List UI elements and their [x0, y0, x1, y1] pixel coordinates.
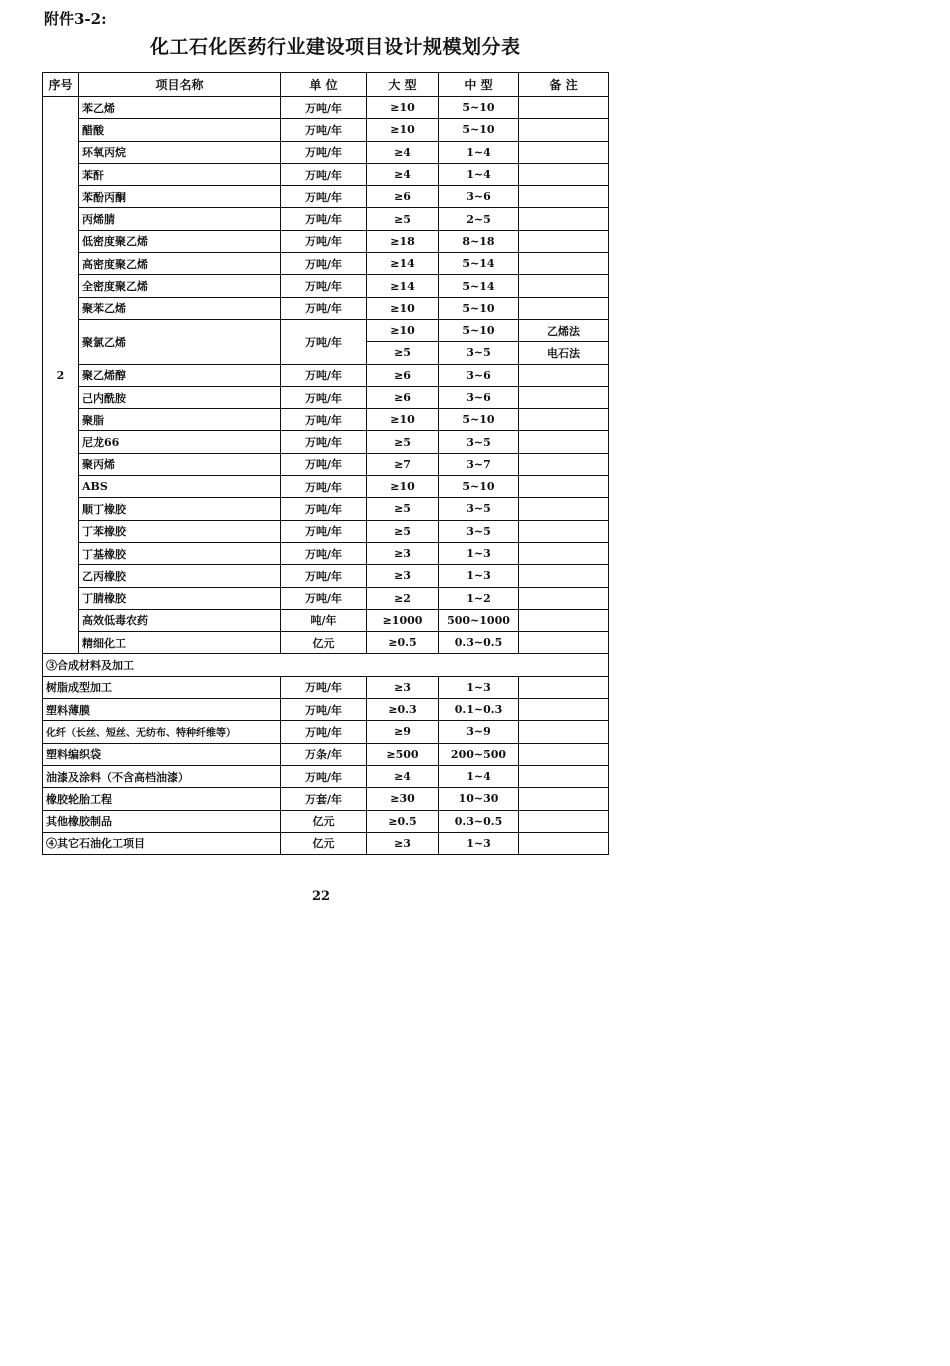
item-name: 油漆及涂料（不含高档油漆） — [43, 765, 281, 787]
item-large: ≥3 — [367, 676, 439, 698]
item-note — [519, 186, 609, 208]
item-large: ≥500 — [367, 743, 439, 765]
item-large: ≥10 — [367, 97, 439, 119]
item-large: ≥6 — [367, 186, 439, 208]
item-unit: 万吨/年 — [281, 765, 367, 787]
item-name: 高密度聚乙烯 — [79, 253, 281, 275]
item-medium: 5~10 — [439, 409, 519, 431]
item-note — [519, 364, 609, 386]
item-note — [519, 230, 609, 252]
table-row — [43, 699, 609, 721]
item-name: 丁基橡胶 — [79, 542, 281, 564]
item-medium: 5~10 — [439, 297, 519, 319]
item-name: 苯乙烯 — [79, 97, 281, 119]
item-note: 乙烯法 — [519, 319, 609, 341]
item-unit: 万吨/年 — [281, 699, 367, 721]
item-note: 电石法 — [519, 342, 609, 364]
item-medium: 3~5 — [439, 498, 519, 520]
table-row — [43, 297, 609, 319]
item-large: ≥0.3 — [367, 699, 439, 721]
item-note — [519, 253, 609, 275]
item-name: 聚乙烯醇 — [79, 364, 281, 386]
item-medium: 3~5 — [439, 342, 519, 364]
item-unit: 万吨/年 — [281, 186, 367, 208]
item-name: 橡胶轮胎工程 — [43, 788, 281, 810]
item-name: 环氧丙烷 — [79, 141, 281, 163]
table-row — [43, 230, 609, 252]
item-large: ≥5 — [367, 431, 439, 453]
item-medium: 1~2 — [439, 587, 519, 609]
item-medium: 1~3 — [439, 565, 519, 587]
item-name: ④其它石油化工项目 — [43, 832, 281, 854]
item-name: 乙丙橡胶 — [79, 565, 281, 587]
table-row — [43, 810, 609, 832]
item-unit: 万吨/年 — [281, 476, 367, 498]
table-row — [43, 141, 609, 163]
item-name: 高效低毒农药 — [79, 609, 281, 631]
item-medium: 1~4 — [439, 765, 519, 787]
item-medium: 3~5 — [439, 431, 519, 453]
table-row — [43, 609, 609, 631]
item-large: ≥18 — [367, 230, 439, 252]
item-unit: 万吨/年 — [281, 319, 367, 364]
item-note — [519, 810, 609, 832]
table-row — [43, 431, 609, 453]
item-unit: 万吨/年 — [281, 163, 367, 185]
item-unit: 万吨/年 — [281, 275, 367, 297]
table-row — [43, 565, 609, 587]
item-medium: 1~4 — [439, 163, 519, 185]
item-large: ≥14 — [367, 275, 439, 297]
table-row — [43, 832, 609, 854]
item-large: ≥0.5 — [367, 810, 439, 832]
item-medium: 5~14 — [439, 253, 519, 275]
item-name: ABS — [79, 476, 281, 498]
item-name: 塑料薄膜 — [43, 699, 281, 721]
table-row — [43, 788, 609, 810]
item-medium: 1~4 — [439, 141, 519, 163]
item-unit: 万吨/年 — [281, 409, 367, 431]
item-large: ≥5 — [367, 208, 439, 230]
item-name: 聚氯乙烯 — [79, 319, 281, 364]
header-large: 大 型 — [367, 73, 439, 97]
item-name: 其他橡胶制品 — [43, 810, 281, 832]
item-unit: 亿元 — [281, 832, 367, 854]
item-large: ≥3 — [367, 565, 439, 587]
item-unit: 万吨/年 — [281, 364, 367, 386]
header-seq: 序号 — [43, 73, 79, 97]
item-large: ≥7 — [367, 453, 439, 475]
item-medium: 1~3 — [439, 832, 519, 854]
item-note — [519, 609, 609, 631]
item-name: 丁腈橡胶 — [79, 587, 281, 609]
item-medium: 2~5 — [439, 208, 519, 230]
page-number: 22 — [312, 889, 331, 904]
item-medium: 5~10 — [439, 97, 519, 119]
table-row — [43, 743, 609, 765]
item-medium: 3~6 — [439, 364, 519, 386]
item-unit: 万吨/年 — [281, 431, 367, 453]
item-large: ≥6 — [367, 364, 439, 386]
item-note — [519, 765, 609, 787]
item-large: ≥10 — [367, 319, 439, 341]
item-unit: 亿元 — [281, 632, 367, 654]
item-unit: 万吨/年 — [281, 386, 367, 408]
item-name: 顺丁橡胶 — [79, 498, 281, 520]
item-note — [519, 453, 609, 475]
seq-cell: 2 — [43, 97, 79, 654]
item-medium: 3~5 — [439, 520, 519, 542]
table-header-row — [43, 73, 609, 97]
item-medium: 5~10 — [439, 476, 519, 498]
table-row — [43, 208, 609, 230]
item-large: ≥5 — [367, 342, 439, 364]
item-name: 聚脂 — [79, 409, 281, 431]
item-medium: 500~1000 — [439, 609, 519, 631]
item-medium: 0.1~0.3 — [439, 699, 519, 721]
table-row — [43, 765, 609, 787]
table-row — [43, 253, 609, 275]
item-note — [519, 275, 609, 297]
item-name: 树脂成型加工 — [43, 676, 281, 698]
item-medium: 8~18 — [439, 230, 519, 252]
table-row — [43, 386, 609, 408]
item-unit: 万吨/年 — [281, 498, 367, 520]
item-large: ≥10 — [367, 297, 439, 319]
item-name: 全密度聚乙烯 — [79, 275, 281, 297]
table-row — [43, 275, 609, 297]
item-note — [519, 386, 609, 408]
item-note — [519, 565, 609, 587]
item-unit: 万吨/年 — [281, 587, 367, 609]
item-large: ≥5 — [367, 498, 439, 520]
item-unit: 万吨/年 — [281, 565, 367, 587]
item-note — [519, 587, 609, 609]
item-name: 丙烯腈 — [79, 208, 281, 230]
item-note — [519, 721, 609, 743]
item-medium: 5~14 — [439, 275, 519, 297]
item-medium: 200~500 — [439, 743, 519, 765]
item-large: ≥6 — [367, 386, 439, 408]
item-name: 塑料编织袋 — [43, 743, 281, 765]
item-unit: 万吨/年 — [281, 208, 367, 230]
item-medium: 10~30 — [439, 788, 519, 810]
item-large: ≥10 — [367, 409, 439, 431]
item-note — [519, 542, 609, 564]
item-large: ≥3 — [367, 542, 439, 564]
table-row — [43, 163, 609, 185]
item-medium: 3~9 — [439, 721, 519, 743]
item-large: ≥14 — [367, 253, 439, 275]
item-note — [519, 431, 609, 453]
item-large: ≥4 — [367, 765, 439, 787]
item-unit: 万吨/年 — [281, 253, 367, 275]
item-note — [519, 498, 609, 520]
item-large: ≥0.5 — [367, 632, 439, 654]
item-note — [519, 141, 609, 163]
item-large: ≥30 — [367, 788, 439, 810]
item-note — [519, 699, 609, 721]
table-row — [43, 453, 609, 475]
item-large: ≥10 — [367, 119, 439, 141]
item-medium: 0.3~0.5 — [439, 632, 519, 654]
table-row — [43, 186, 609, 208]
scale-table — [42, 72, 609, 855]
item-large: ≥2 — [367, 587, 439, 609]
table-row — [43, 587, 609, 609]
item-name: 聚苯乙烯 — [79, 297, 281, 319]
item-unit: 万吨/年 — [281, 230, 367, 252]
item-unit: 万吨/年 — [281, 542, 367, 564]
item-large: ≥4 — [367, 163, 439, 185]
table-row — [43, 119, 609, 141]
item-medium: 3~7 — [439, 453, 519, 475]
item-large: ≥3 — [367, 832, 439, 854]
table-row — [43, 721, 609, 743]
item-large: ≥10 — [367, 476, 439, 498]
item-medium: 3~6 — [439, 186, 519, 208]
item-unit: 万吨/年 — [281, 297, 367, 319]
item-note — [519, 409, 609, 431]
table-row — [43, 409, 609, 431]
item-unit: 万吨/年 — [281, 97, 367, 119]
item-note — [519, 832, 609, 854]
item-large: ≥9 — [367, 721, 439, 743]
item-note — [519, 632, 609, 654]
table-row — [43, 364, 609, 386]
item-unit: 万吨/年 — [281, 453, 367, 475]
item-name: 聚丙烯 — [79, 453, 281, 475]
item-name: 低密度聚乙烯 — [79, 230, 281, 252]
item-unit: 万吨/年 — [281, 721, 367, 743]
item-note — [519, 476, 609, 498]
item-medium: 1~3 — [439, 542, 519, 564]
item-unit: 万吨/年 — [281, 141, 367, 163]
item-note — [519, 208, 609, 230]
item-name: 醋酸 — [79, 119, 281, 141]
attachment-label: 附件3-2: — [44, 10, 107, 28]
table-row — [43, 542, 609, 564]
item-medium: 0.3~0.5 — [439, 810, 519, 832]
item-name: 尼龙66 — [79, 431, 281, 453]
item-note — [519, 788, 609, 810]
item-note — [519, 297, 609, 319]
header-note: 备 注 — [519, 73, 609, 97]
item-unit: 万条/年 — [281, 743, 367, 765]
item-note — [519, 97, 609, 119]
document-title: 化工石化医药行业建设项目设计规模划分表 — [150, 36, 521, 58]
table-row — [43, 520, 609, 542]
header-unit: 单 位 — [281, 73, 367, 97]
item-name: 丁苯橡胶 — [79, 520, 281, 542]
item-name: 精细化工 — [79, 632, 281, 654]
item-note — [519, 743, 609, 765]
item-medium: 1~3 — [439, 676, 519, 698]
table-row — [43, 676, 609, 698]
item-note — [519, 163, 609, 185]
item-unit: 吨/年 — [281, 609, 367, 631]
item-name: 苯酐 — [79, 163, 281, 185]
item-note — [519, 119, 609, 141]
table-row — [43, 319, 609, 341]
item-name: 化纤（长丝、短丝、无纺布、特种纤维等） — [43, 721, 281, 743]
item-medium: 5~10 — [439, 119, 519, 141]
item-name: 苯酚丙酮 — [79, 186, 281, 208]
item-unit: 万吨/年 — [281, 676, 367, 698]
table-row — [43, 476, 609, 498]
header-name: 项目名称 — [79, 73, 281, 97]
item-unit: 万套/年 — [281, 788, 367, 810]
item-medium: 3~6 — [439, 386, 519, 408]
item-unit: 万吨/年 — [281, 520, 367, 542]
table-row — [43, 97, 609, 119]
item-large: ≥5 — [367, 520, 439, 542]
item-note — [519, 676, 609, 698]
table-row — [43, 632, 609, 654]
item-large: ≥4 — [367, 141, 439, 163]
section-row — [43, 654, 609, 676]
item-name: 己内酰胺 — [79, 386, 281, 408]
section-heading: ③合成材料及加工 — [43, 654, 609, 676]
item-unit: 亿元 — [281, 810, 367, 832]
header-medium: 中 型 — [439, 73, 519, 97]
table-row — [43, 498, 609, 520]
item-unit: 万吨/年 — [281, 119, 367, 141]
item-note — [519, 520, 609, 542]
item-medium: 5~10 — [439, 319, 519, 341]
item-large: ≥1000 — [367, 609, 439, 631]
